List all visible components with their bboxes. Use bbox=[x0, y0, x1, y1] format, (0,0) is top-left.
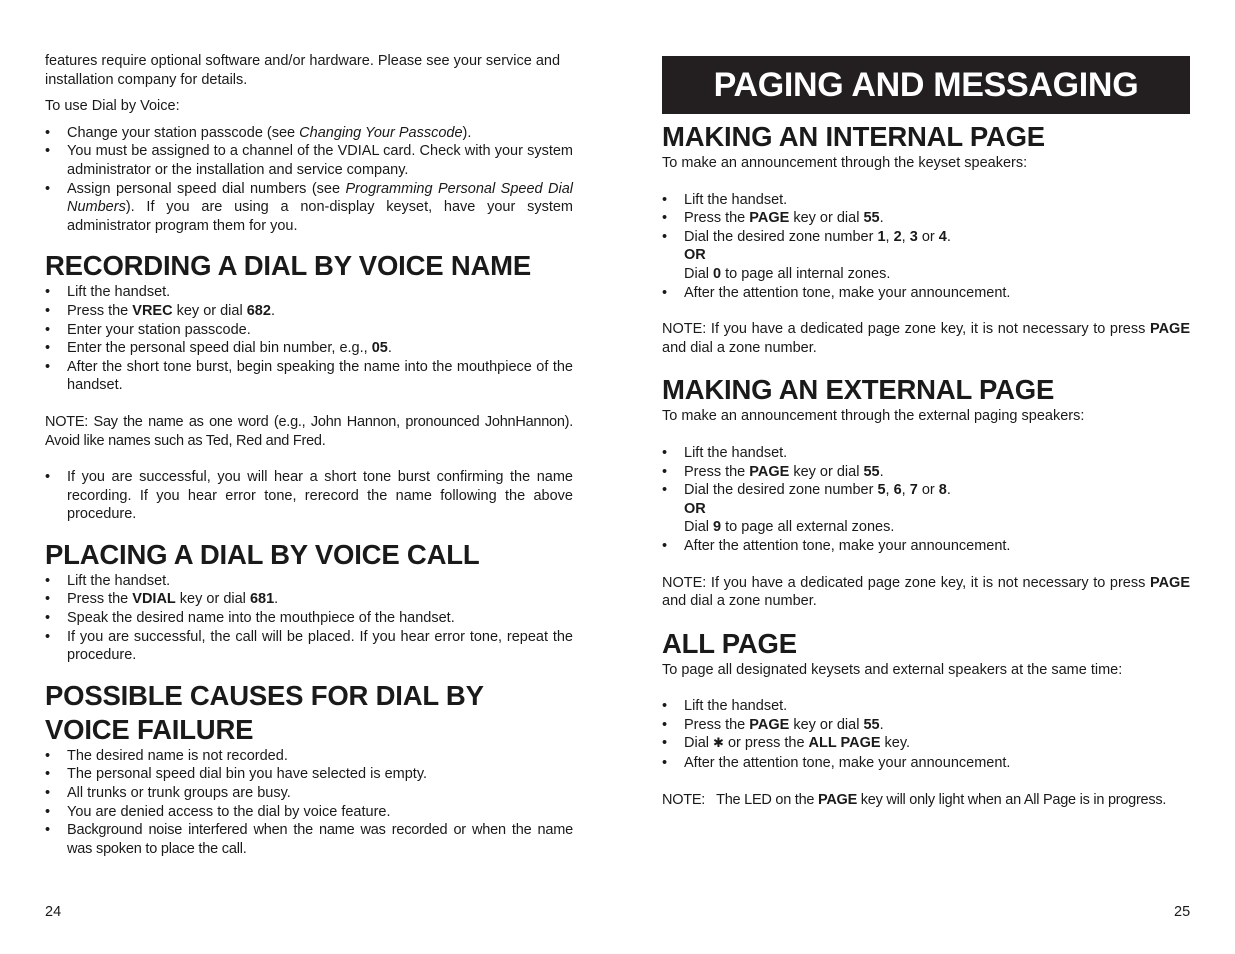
section-heading-causes: POSSIBLE CAUSES FOR DIAL BY VOICE FAILURE bbox=[45, 679, 484, 745]
list-item: • Lift the handset. bbox=[662, 697, 1190, 716]
list-item: • If you are successful, you will hear a short tone burst confirming the name recording. If you hear error tone, rerecord the name following the above procedure. bbox=[45, 468, 573, 524]
all-page-steps bbox=[662, 697, 1190, 772]
list-item: • Enter the personal speed dial bin number, e.g., 05. bbox=[45, 339, 573, 358]
list-item: • Lift the handset. bbox=[45, 283, 573, 302]
list-item: • You are denied access to the dial by voice feature. bbox=[45, 803, 573, 822]
recording-steps bbox=[45, 283, 573, 395]
list-item: • Change your station passcode (see Changing Your Passcode). bbox=[45, 124, 573, 143]
list-item: • Press the VREC key or dial 682. bbox=[45, 302, 573, 321]
list-item: • Press the PAGE key or dial 55. bbox=[662, 209, 1190, 228]
list-item: • Dial the desired zone number 1, 2, 3 or 4. bbox=[662, 228, 1190, 247]
section-intro: To make an announcement through the external paging speakers: bbox=[662, 408, 1085, 425]
note: NOTE: Say the name as one word (e.g., John Hannon, pronounced JohnHannon). Avoid like names such as Ted, Red and Fred. bbox=[45, 413, 573, 449]
list-item: • Assign personal speed dial numbers (see Programming Personal Speed Dial Numbers). If you are using a non-display keyset, have your system administrator program them for you. bbox=[45, 180, 573, 236]
list-item: • Speak the desired name into the mouthpiece of the handset. bbox=[45, 609, 573, 628]
list-item: • After the attention tone, make your announcement. bbox=[662, 537, 1190, 556]
right-page bbox=[662, 52, 1190, 809]
page-number: 24 bbox=[45, 904, 62, 920]
internal-steps bbox=[662, 191, 1190, 303]
list-item-or: OR bbox=[684, 247, 706, 264]
list-item: • The desired name is not recorded. bbox=[45, 747, 573, 766]
list-item: • If you are successful, the call will be placed. If you hear error tone, repeat the procedure. bbox=[45, 628, 573, 665]
section-heading-external: MAKING AN EXTERNAL PAGE bbox=[662, 374, 1055, 406]
section-heading-internal: MAKING AN INTERNAL PAGE bbox=[662, 121, 1045, 152]
list-item: • Background noise interfered when the name was recorded or when the name was spoken to place the call. bbox=[45, 821, 573, 858]
list-item: • Press the PAGE key or dial 55. bbox=[662, 463, 1190, 482]
list-item: • Dial the desired zone number 5, 6, 7 or 8. bbox=[662, 481, 1190, 500]
placing-steps bbox=[45, 572, 573, 665]
note: NOTE: If you have a dedicated page zone key, it is not necessary to press PAGE and dial a zone number. bbox=[662, 321, 1190, 356]
list-item: • Press the PAGE key or dial 55. bbox=[662, 716, 1190, 735]
list-item: • Dial ✱ or press the ALL PAGE key. bbox=[662, 734, 1190, 754]
list-item-alt: Dial 0 to page all internal zones. bbox=[684, 265, 891, 282]
external-steps bbox=[662, 444, 1190, 556]
list-item: • Press the VDIAL key or dial 681. bbox=[45, 590, 573, 609]
causes-list bbox=[45, 747, 573, 859]
intro-paragraph: features require optional software and/or hardware. Please see your service and installation company for details. bbox=[45, 53, 561, 88]
note: NOTE: The LED on the PAGE key will only light when an All Page is in progress. bbox=[662, 791, 1167, 808]
list-item: • Lift the handset. bbox=[45, 572, 573, 591]
list-item: • After the attention tone, make your announcement. bbox=[662, 284, 1190, 303]
note: NOTE: If you have a dedicated page zone key, it is not necessary to press PAGE and dial a zone number. bbox=[662, 574, 1190, 610]
list-item: • All trunks or trunk groups are busy. bbox=[45, 784, 573, 803]
list-item: • After the short tone burst, begin speaking the name into the mouthpiece of the handset. bbox=[45, 358, 573, 395]
chapter-banner: PAGING AND MESSAGING bbox=[662, 56, 1190, 114]
list-item-or: OR bbox=[684, 500, 706, 517]
list-item: • You must be assigned to a channel of the VDIAL card. Check with your system administrator or the installation and service company. bbox=[45, 142, 573, 179]
section-heading-placing: PLACING A DIAL BY VOICE CALL bbox=[45, 538, 480, 570]
list-item: • After the attention tone, make your announcement. bbox=[662, 754, 1190, 773]
list-item: • Lift the handset. bbox=[662, 444, 1190, 463]
section-intro: To make an announcement through the keyset speakers: bbox=[662, 155, 1028, 171]
star-key-icon: ✱ bbox=[713, 736, 724, 752]
section-heading-recording: RECORDING A DIAL BY VOICE NAME bbox=[45, 250, 531, 282]
reference-link: Changing Your Passcode bbox=[299, 124, 463, 141]
reference-link: Programming Personal Speed Dial Numbers bbox=[67, 180, 574, 216]
section-heading-all-page: ALL PAGE bbox=[662, 627, 797, 659]
intro-lead: To use Dial by Voice: bbox=[45, 98, 180, 115]
left-page bbox=[45, 52, 573, 858]
list-item: • Lift the handset. bbox=[662, 191, 1190, 210]
intro-list bbox=[45, 124, 573, 236]
section-intro: To page all designated keysets and external speakers at the same time: bbox=[662, 661, 1123, 678]
list-item: • Enter your station passcode. bbox=[45, 321, 573, 340]
list-item-alt: Dial 9 to page all external zones. bbox=[684, 519, 895, 536]
list-item: • The personal speed dial bin you have selected is empty. bbox=[45, 765, 573, 784]
page-number: 25 bbox=[1174, 904, 1191, 920]
